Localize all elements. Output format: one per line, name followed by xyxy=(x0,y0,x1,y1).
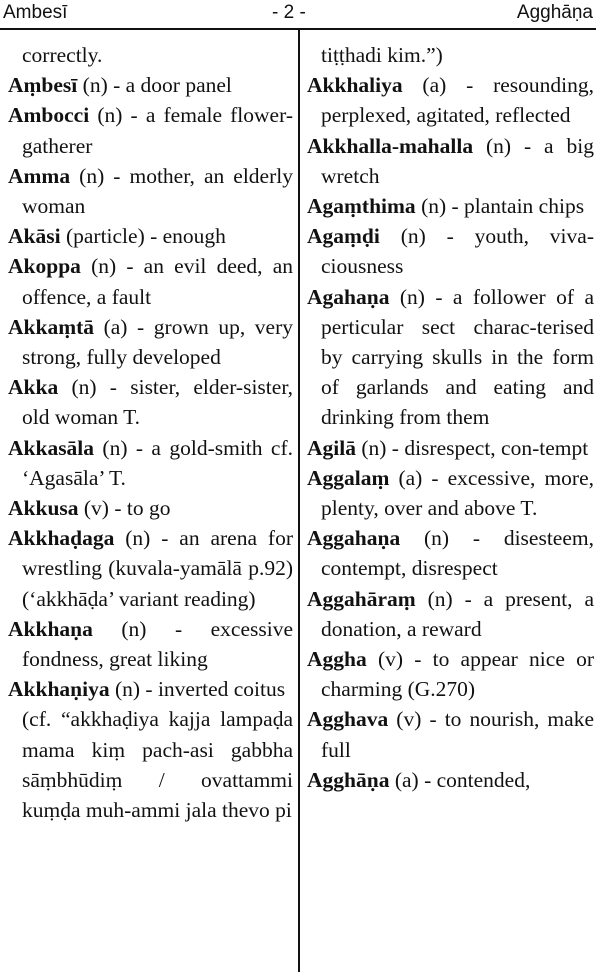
entry-definition: (n) - plantain chips xyxy=(415,194,585,219)
entry-definition: (n) - a follower of a perticular sect charac-terised by carrying skulls in the form of garlands and eating and drinking from them xyxy=(321,284,594,430)
dictionary-entry xyxy=(307,433,594,463)
dictionary-entry xyxy=(307,523,594,583)
entry-headword: Akkhaḍaga xyxy=(8,526,115,551)
entry-headword: Agaṃḍi xyxy=(307,224,380,249)
entry-headword: Akkaṃtā xyxy=(8,314,95,339)
entry-definition: (a) - contended, xyxy=(389,767,531,792)
entry-headword: Akkusa xyxy=(8,496,79,521)
dictionary-entry xyxy=(8,161,293,221)
entry-definition: (n) - inverted coitus xyxy=(109,677,286,702)
entry-definition: (n) - a big wretch xyxy=(321,133,594,188)
entry-definition: (v) - to nourish, make full xyxy=(321,707,594,762)
entry-definition: (a) - grown up, very strong, fully developed xyxy=(22,314,293,370)
entry-definition: (n) - a gold-smith cf. ‘Agasāla’ T. xyxy=(22,435,293,490)
entry-definition: (n) - sister, elder-sister, old woman T. xyxy=(22,375,293,430)
dictionary-entry xyxy=(8,70,293,100)
dictionary-entry xyxy=(307,221,594,281)
entry-headword: Agghava xyxy=(307,707,389,732)
entry-headword: Aggha xyxy=(307,647,367,672)
running-head-left: Ambesī xyxy=(3,2,68,23)
entry-definition: (n) - youth, viva-ciousness xyxy=(321,224,594,279)
dictionary-entry xyxy=(307,463,594,523)
dictionary-entry xyxy=(307,40,594,70)
dictionary-entry xyxy=(8,221,293,251)
entry-headword: Akāsi xyxy=(8,224,61,249)
entry-definition: (cf. “akkhaḍiya kajja lampaḍa mama kiṃ pach-asi gabbha sāṃbhūdiṃ / ovattammi kuṃḍa muh-ammi jala thevo pi xyxy=(22,707,293,823)
right-column xyxy=(307,40,594,795)
dictionary-entry xyxy=(307,191,594,221)
entry-headword: Akkhaṇiya xyxy=(8,677,110,702)
dictionary-entry xyxy=(8,372,293,432)
entry-headword: Amma xyxy=(8,163,71,188)
entry-definition: (n) - mother, an elderly woman xyxy=(22,163,293,219)
dictionary-entry xyxy=(307,131,594,191)
dictionary-entry xyxy=(307,704,594,764)
page-number: - 2 - xyxy=(272,2,306,23)
entry-headword: Ambocci xyxy=(8,103,90,128)
dictionary-entry xyxy=(8,674,293,704)
dictionary-entry xyxy=(307,584,594,644)
running-head-right: Agghāṇa xyxy=(516,2,593,23)
entry-definition: (particle) - enough xyxy=(60,224,226,249)
dictionary-entry xyxy=(8,493,293,523)
dictionary-entry xyxy=(8,523,293,614)
entry-definition: (a) - resounding, perplexed, agitated, reflected xyxy=(321,73,594,128)
entry-headword: Aggahāraṃ xyxy=(307,586,416,611)
dictionary-entry xyxy=(8,40,293,70)
entry-definition: (v) - to go xyxy=(78,496,171,521)
entry-headword: Agilā xyxy=(307,435,356,460)
entry-headword: Akka xyxy=(8,375,59,400)
entry-definition: (n) - a door panel xyxy=(77,73,232,98)
entry-headword: Aṃbesī xyxy=(8,73,78,98)
entry-definition: (n) - excessive fondness, great liking xyxy=(22,616,293,672)
entry-definition: (n) - disrespect, con-tempt xyxy=(355,435,589,460)
entry-headword: Agaṃthima xyxy=(307,194,416,219)
dictionary-entry xyxy=(8,251,293,311)
entry-definition: (n) - an evil deed, an offence, a fault xyxy=(22,254,293,309)
dictionary-entry xyxy=(8,704,293,825)
entry-headword: Akkhaṇa xyxy=(8,616,93,641)
entry-headword: Aggahaṇa xyxy=(307,526,401,551)
dictionary-entry xyxy=(307,765,594,795)
entry-headword: Agahaṇa xyxy=(307,284,390,309)
entry-definition: (n) - a present, a donation, a reward xyxy=(321,586,594,641)
dictionary-entry xyxy=(307,644,594,704)
entry-definition: (a) - excessive, more, plenty, over and above T. xyxy=(321,465,594,521)
entry-definition: (n) - an arena for wrestling (kuvala-yamālā p.92) (‘akkhāḍa’ variant reading) xyxy=(22,526,293,611)
left-column xyxy=(8,40,293,825)
column-divider xyxy=(298,30,300,972)
entry-headword: Aggalaṃ xyxy=(307,465,390,490)
entry-definition: (n) - a female flower-gatherer xyxy=(22,103,293,158)
dictionary-entry xyxy=(8,433,293,493)
entry-headword: Akkhalla-mahalla xyxy=(307,133,474,158)
dictionary-entry xyxy=(8,312,293,372)
entry-definition: correctly. xyxy=(22,43,103,67)
dictionary-entry xyxy=(8,614,293,674)
entry-headword: Agghāṇa xyxy=(307,767,390,792)
entry-headword: Akoppa xyxy=(8,254,81,279)
dictionary-entry xyxy=(307,282,594,433)
entry-headword: Akkasāla xyxy=(8,435,95,460)
dictionary-entry xyxy=(307,70,594,130)
dictionary-entry xyxy=(8,100,293,160)
entry-definition: (v) - to appear nice or charming (G.270) xyxy=(321,647,594,702)
entry-definition: (n) - disesteem, contempt, disrespect xyxy=(321,526,594,581)
entry-headword: Akkhaliya xyxy=(307,73,403,98)
entry-definition: tiṭṭhadi kim.”) xyxy=(321,43,443,67)
